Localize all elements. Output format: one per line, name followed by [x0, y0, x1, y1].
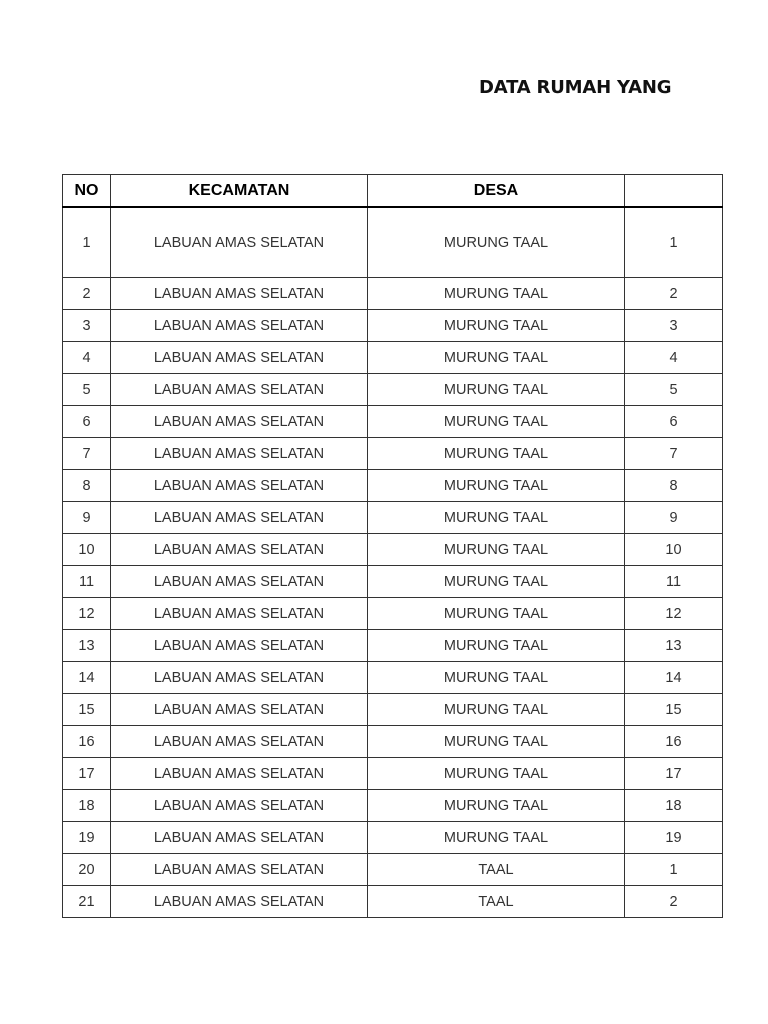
cell-no: 20	[63, 854, 111, 886]
cell-desa: MURUNG TAAL	[368, 342, 625, 374]
cell-kecamatan: LABUAN AMAS SELATAN	[111, 726, 368, 758]
table-row	[63, 758, 723, 790]
cell-col4: 10	[625, 534, 723, 566]
table-row	[63, 207, 723, 278]
cell-no: 13	[63, 630, 111, 662]
table-row	[63, 374, 723, 406]
table-row	[63, 886, 723, 918]
cell-desa: MURUNG TAAL	[368, 502, 625, 534]
table-row	[63, 598, 723, 630]
cell-no: 10	[63, 534, 111, 566]
cell-no: 6	[63, 406, 111, 438]
cell-desa: MURUNG TAAL	[368, 438, 625, 470]
cell-kecamatan: LABUAN AMAS SELATAN	[111, 694, 368, 726]
cell-no: 18	[63, 790, 111, 822]
table-row	[63, 342, 723, 374]
table-row	[63, 726, 723, 758]
cell-kecamatan: LABUAN AMAS SELATAN	[111, 342, 368, 374]
cell-col4: 14	[625, 662, 723, 694]
cell-kecamatan: LABUAN AMAS SELATAN	[111, 854, 368, 886]
cell-desa: MURUNG TAAL	[368, 630, 625, 662]
cell-no: 4	[63, 342, 111, 374]
cell-col4: 15	[625, 694, 723, 726]
cell-kecamatan: LABUAN AMAS SELATAN	[111, 758, 368, 790]
cell-kecamatan: LABUAN AMAS SELATAN	[111, 310, 368, 342]
cell-kecamatan: LABUAN AMAS SELATAN	[111, 790, 368, 822]
cell-kecamatan: LABUAN AMAS SELATAN	[111, 662, 368, 694]
cell-kecamatan: LABUAN AMAS SELATAN	[111, 886, 368, 918]
cell-kecamatan: LABUAN AMAS SELATAN	[111, 374, 368, 406]
cell-kecamatan: LABUAN AMAS SELATAN	[111, 438, 368, 470]
cell-kecamatan: LABUAN AMAS SELATAN	[111, 502, 368, 534]
cell-col4: 3	[625, 310, 723, 342]
table-row	[63, 278, 723, 310]
cell-kecamatan: LABUAN AMAS SELATAN	[111, 598, 368, 630]
table-body	[63, 207, 723, 918]
cell-no: 3	[63, 310, 111, 342]
cell-col4: 12	[625, 598, 723, 630]
cell-col4: 1	[625, 854, 723, 886]
table-row	[63, 470, 723, 502]
cell-desa: MURUNG TAAL	[368, 694, 625, 726]
cell-no: 1	[63, 207, 111, 278]
cell-desa: MURUNG TAAL	[368, 310, 625, 342]
cell-no: 16	[63, 726, 111, 758]
cell-desa: MURUNG TAAL	[368, 374, 625, 406]
cell-col4: 19	[625, 822, 723, 854]
cell-desa: MURUNG TAAL	[368, 790, 625, 822]
cell-desa: TAAL	[368, 854, 625, 886]
cell-no: 12	[63, 598, 111, 630]
cell-desa: MURUNG TAAL	[368, 534, 625, 566]
table-row	[63, 854, 723, 886]
cell-no: 14	[63, 662, 111, 694]
cell-col4: 2	[625, 278, 723, 310]
cell-no: 7	[63, 438, 111, 470]
cell-desa: MURUNG TAAL	[368, 406, 625, 438]
cell-desa: TAAL	[368, 886, 625, 918]
cell-kecamatan: LABUAN AMAS SELATAN	[111, 278, 368, 310]
table-row	[63, 502, 723, 534]
table-row	[63, 822, 723, 854]
table-row	[63, 662, 723, 694]
cell-col4: 7	[625, 438, 723, 470]
header-kecamatan: KECAMATAN	[111, 175, 368, 208]
table-row	[63, 790, 723, 822]
table-row	[63, 566, 723, 598]
cell-desa: MURUNG TAAL	[368, 278, 625, 310]
cell-no: 5	[63, 374, 111, 406]
table-row	[63, 694, 723, 726]
document-title: DATA RUMAH YANG	[479, 77, 672, 98]
cell-desa: MURUNG TAAL	[368, 822, 625, 854]
cell-desa: MURUNG TAAL	[368, 726, 625, 758]
cell-no: 2	[63, 278, 111, 310]
table-row	[63, 438, 723, 470]
cell-col4: 17	[625, 758, 723, 790]
cell-no: 11	[63, 566, 111, 598]
cell-desa: MURUNG TAAL	[368, 758, 625, 790]
cell-desa: MURUNG TAAL	[368, 470, 625, 502]
table-row	[63, 406, 723, 438]
cell-col4: 6	[625, 406, 723, 438]
cell-kecamatan: LABUAN AMAS SELATAN	[111, 630, 368, 662]
header-desa: DESA	[368, 175, 625, 208]
cell-kecamatan: LABUAN AMAS SELATAN	[111, 207, 368, 278]
table-row	[63, 310, 723, 342]
cell-kecamatan: LABUAN AMAS SELATAN	[111, 534, 368, 566]
cell-no: 9	[63, 502, 111, 534]
cell-col4: 2	[625, 886, 723, 918]
cell-desa: MURUNG TAAL	[368, 662, 625, 694]
table-row	[63, 534, 723, 566]
header-col4	[625, 175, 723, 208]
cell-no: 21	[63, 886, 111, 918]
data-table	[62, 174, 723, 918]
table-row	[63, 630, 723, 662]
cell-col4: 4	[625, 342, 723, 374]
cell-no: 19	[63, 822, 111, 854]
cell-kecamatan: LABUAN AMAS SELATAN	[111, 470, 368, 502]
cell-col4: 16	[625, 726, 723, 758]
header-no: NO	[63, 175, 111, 208]
cell-no: 15	[63, 694, 111, 726]
table-viewport	[62, 174, 682, 924]
cell-desa: MURUNG TAAL	[368, 207, 625, 278]
cell-col4: 13	[625, 630, 723, 662]
cell-no: 17	[63, 758, 111, 790]
cell-col4: 18	[625, 790, 723, 822]
table-header-row	[63, 175, 723, 208]
cell-desa: MURUNG TAAL	[368, 598, 625, 630]
cell-col4: 1	[625, 207, 723, 278]
cell-kecamatan: LABUAN AMAS SELATAN	[111, 566, 368, 598]
cell-no: 8	[63, 470, 111, 502]
cell-col4: 11	[625, 566, 723, 598]
cell-col4: 5	[625, 374, 723, 406]
cell-kecamatan: LABUAN AMAS SELATAN	[111, 822, 368, 854]
cell-col4: 8	[625, 470, 723, 502]
cell-desa: MURUNG TAAL	[368, 566, 625, 598]
cell-col4: 9	[625, 502, 723, 534]
cell-kecamatan: LABUAN AMAS SELATAN	[111, 406, 368, 438]
